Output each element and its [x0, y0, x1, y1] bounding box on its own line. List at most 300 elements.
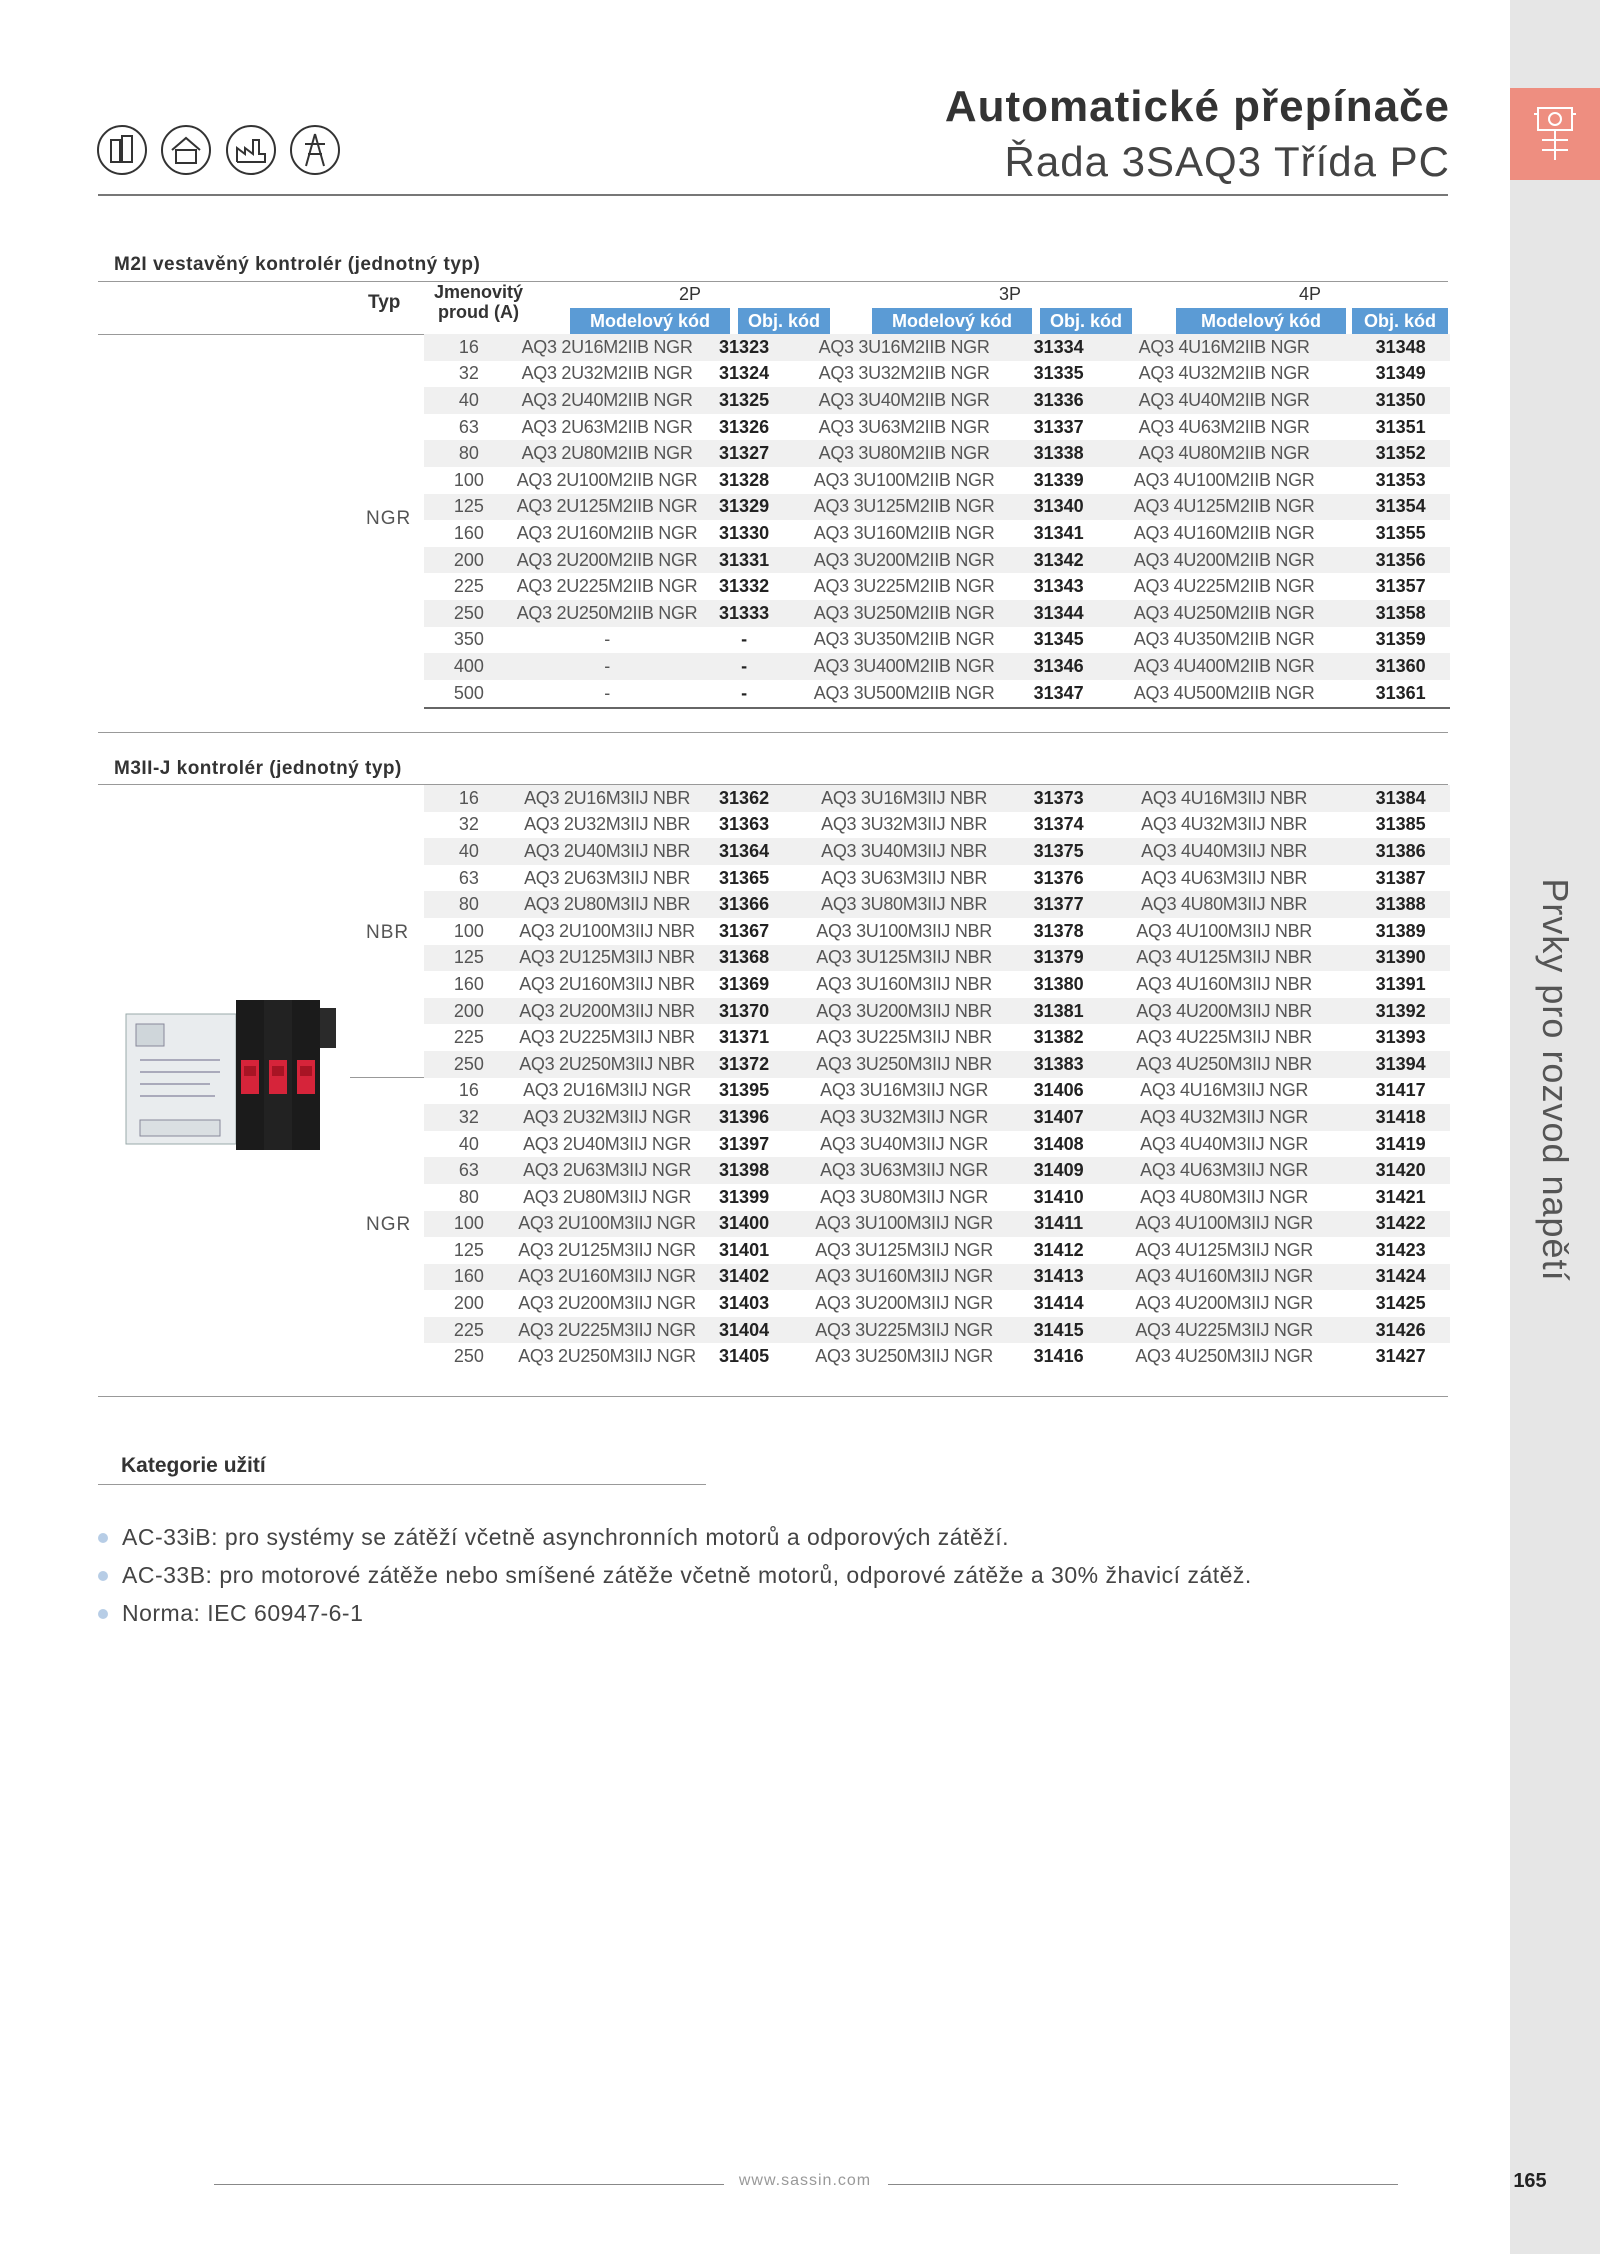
cell-obj-4p: 31354: [1351, 494, 1450, 521]
cell-model-3p: AQ3 3U200M2IIB NGR: [788, 547, 1020, 574]
cell-model-2p: AQ3 2U63M3IIJ NGR: [514, 1157, 700, 1184]
table-row: [424, 971, 1450, 998]
categories-title: Kategorie užití: [121, 1454, 266, 1477]
table-row: [424, 1343, 1450, 1370]
table-row: [424, 945, 1450, 972]
col-typ-label: Typ: [368, 292, 401, 313]
cell-model-4p: AQ3 4U160M2IIB NGR: [1133, 522, 1315, 543]
cell-current: 250: [424, 1051, 514, 1078]
cell-model-3p: AQ3 3U63M2IIB NGR: [818, 416, 990, 437]
cell-obj-3p: 31406: [1033, 1080, 1084, 1101]
cell-model-3p: AQ3 3U200M3IIJ NGR: [815, 1293, 993, 1314]
cell-obj-4p: 31352: [1351, 440, 1450, 467]
cell-model-4p: AQ3 4U125M2IIB NGR: [1097, 494, 1351, 521]
cell-model-4p: AQ3 4U32M3IIJ NGR: [1097, 1104, 1351, 1131]
bullet-icon: [98, 1571, 108, 1581]
cell-model-3p: AQ3 3U32M2IIB NGR: [818, 363, 990, 384]
cell-obj-2p: 31404: [700, 1317, 788, 1344]
cell-obj-3p: 31343: [1033, 576, 1084, 597]
cell-model-3p: AQ3 3U225M3IIJ NGR: [788, 1317, 1020, 1344]
cell-obj-3p: 31342: [1020, 547, 1097, 574]
section1-type-ngr: NGR: [366, 508, 412, 529]
cell-model-3p: AQ3 3U100M2IIB NGR: [813, 469, 995, 490]
cell-current: 100: [453, 920, 484, 941]
cell-obj-2p: -: [741, 682, 748, 703]
col-model-2p: Modelový kód: [570, 308, 730, 334]
categories-list: [98, 1518, 1252, 1632]
col-model-4p: Modelový kód: [1176, 308, 1346, 334]
cell-model-2p: AQ3 2U250M3IIJ NBR: [514, 1051, 700, 1078]
cell-model-2p: AQ3 2U200M2IIB NGR: [514, 547, 700, 574]
cell-model-3p: AQ3 3U80M2IIB NGR: [788, 440, 1020, 467]
cell-model-4p: AQ3 4U80M3IIJ NGR: [1140, 1186, 1309, 1207]
table-row: [424, 1104, 1450, 1131]
cell-obj-2p: 31329: [700, 494, 788, 521]
cell-model-4p: AQ3 4U125M3IIJ NGR: [1135, 1239, 1313, 1260]
cell-current: 16: [424, 334, 514, 361]
cell-model-3p: AQ3 3U40M3IIJ NGR: [820, 1133, 989, 1154]
section1-table: [424, 334, 1450, 706]
table-row: [424, 918, 1450, 945]
cell-obj-3p: 31374: [1033, 814, 1084, 835]
cell-obj-4p: 31358: [1351, 600, 1450, 627]
section2-table: [424, 785, 1450, 1370]
cell-model-2p: AQ3 2U63M2IIB NGR: [521, 416, 693, 437]
cell-model-4p: AQ3 4U40M3IIJ NBR: [1097, 838, 1351, 865]
cell-model-4p: AQ3 4U225M2IIB NGR: [1133, 576, 1315, 597]
cell-obj-4p: 31355: [1375, 522, 1426, 543]
cell-model-2p: AQ3 2U250M2IIB NGR: [514, 600, 700, 627]
cell-obj-3p: 31408: [1033, 1133, 1084, 1154]
cell-model-2p: AQ3 2U40M3IIJ NBR: [514, 838, 700, 865]
cell-current: 125: [424, 494, 514, 521]
cell-current: 32: [424, 1104, 514, 1131]
cell-obj-2p: 31401: [719, 1239, 770, 1260]
cell-model-2p: -: [604, 682, 610, 703]
cell-model-2p: AQ3 2U160M3IIJ NBR: [519, 973, 695, 994]
group-3p: 3P: [998, 284, 1022, 304]
cell-model-4p: AQ3 4U400M2IIB NGR: [1097, 653, 1351, 680]
cell-current: 100: [424, 1211, 514, 1238]
cell-obj-4p: 31427: [1375, 1346, 1426, 1367]
cell-model-4p: AQ3 4U100M3IIJ NBR: [1136, 920, 1312, 941]
cell-current: 80: [424, 440, 514, 467]
cell-obj-2p: 31400: [700, 1211, 788, 1238]
cell-current: 200: [424, 998, 514, 1025]
section2-title: M3II-J kontrolér (jednotný typ): [114, 758, 402, 779]
cell-model-4p: AQ3 4U16M3IIJ NBR: [1097, 785, 1351, 812]
cell-model-3p: AQ3 3U16M3IIJ NBR: [788, 785, 1020, 812]
cell-obj-4p: 31424: [1351, 1264, 1450, 1291]
cell-model-3p: AQ3 3U225M2IIB NGR: [813, 576, 995, 597]
table-row: [424, 865, 1450, 892]
cell-obj-3p: 31382: [1033, 1027, 1084, 1048]
cell-obj-4p: 31388: [1351, 891, 1450, 918]
cell-obj-3p: 31407: [1020, 1104, 1097, 1131]
circuit-icon: [1532, 100, 1578, 166]
list-item: [98, 1556, 1252, 1594]
cell-obj-2p: 31397: [719, 1133, 770, 1154]
cell-model-2p: AQ3 2U16M3IIJ NBR: [514, 785, 700, 812]
cell-model-3p: AQ3 3U40M3IIJ NBR: [788, 838, 1020, 865]
cell-current: 63: [458, 416, 479, 437]
cell-obj-2p: 31325: [700, 387, 788, 414]
cell-current: 16: [458, 1080, 479, 1101]
table-row: [424, 547, 1450, 574]
table-row: [424, 891, 1450, 918]
cell-current: 80: [424, 891, 514, 918]
cell-obj-3p: 31344: [1020, 600, 1097, 627]
cell-model-4p: AQ3 4U63M3IIJ NGR: [1097, 1157, 1351, 1184]
table-row: [424, 785, 1450, 812]
cell-model-3p: AQ3 3U160M3IIJ NBR: [816, 973, 992, 994]
cell-obj-2p: 31372: [700, 1051, 788, 1078]
cell-obj-3p: 31415: [1020, 1317, 1097, 1344]
categories-rule: [98, 1484, 706, 1485]
col-obj-2p: Obj. kód: [738, 308, 830, 334]
cell-model-3p: AQ3 3U125M3IIJ NBR: [788, 945, 1020, 972]
cell-model-2p: AQ3 2U40M2IIB NGR: [514, 387, 700, 414]
cell-model-3p: AQ3 3U160M2IIB NGR: [813, 522, 995, 543]
cell-obj-3p: 31409: [1020, 1157, 1097, 1184]
cell-current: 32: [458, 363, 479, 384]
cell-obj-2p: 31370: [700, 998, 788, 1025]
cell-model-3p: AQ3 3U125M3IIJ NGR: [815, 1239, 993, 1260]
cell-model-3p: AQ3 3U500M2IIB NGR: [813, 682, 995, 703]
table-row: [424, 1131, 1450, 1158]
section1-top-rule: [98, 281, 1448, 282]
cell-obj-3p: 31413: [1020, 1264, 1097, 1291]
table-row: [424, 653, 1450, 680]
cell-obj-2p: 31327: [700, 440, 788, 467]
cell-model-4p: AQ3 4U63M2IIB NGR: [1138, 416, 1310, 437]
cell-current: 500: [453, 682, 484, 703]
cell-model-2p: AQ3 2U32M3IIJ NGR: [514, 1104, 700, 1131]
cell-model-3p: AQ3 3U160M3IIJ NGR: [788, 1264, 1020, 1291]
cell-model-4p: AQ3 4U225M3IIJ NGR: [1097, 1317, 1351, 1344]
table-row: [424, 600, 1450, 627]
cell-model-2p: AQ3 2U160M2IIB NGR: [516, 522, 698, 543]
table-row: [424, 414, 1450, 441]
cell-obj-3p: 31346: [1020, 653, 1097, 680]
table-row: [424, 440, 1450, 467]
cell-model-3p: AQ3 3U250M3IIJ NGR: [815, 1346, 993, 1367]
cell-model-4p: AQ3 4U80M3IIJ NBR: [1097, 891, 1351, 918]
cell-model-2p: AQ3 2U32M3IIJ NBR: [524, 814, 691, 835]
cell-current: 32: [458, 814, 479, 835]
section2-bottom-rule: [98, 1396, 1448, 1397]
cell-obj-2p: 31333: [700, 600, 788, 627]
footer-url[interactable]: www.sassin.com: [738, 2172, 872, 2189]
cell-obj-2p: 31396: [700, 1104, 788, 1131]
cell-obj-4p: 31423: [1375, 1239, 1426, 1260]
cell-obj-4p: 31417: [1375, 1080, 1426, 1101]
cell-current: 160: [453, 522, 484, 543]
cell-model-4p: AQ3 4U16M3IIJ NGR: [1140, 1080, 1309, 1101]
cell-model-2p: AQ3 2U225M3IIJ NBR: [519, 1027, 695, 1048]
cell-model-3p: AQ3 3U80M3IIJ NGR: [820, 1186, 989, 1207]
cell-current: 250: [424, 600, 514, 627]
table-row: [424, 680, 1450, 707]
cell-model-4p: AQ3 4U250M3IIJ NGR: [1135, 1346, 1313, 1367]
cell-obj-2p: 31324: [719, 363, 770, 384]
cell-obj-2p: -: [741, 629, 748, 650]
list-item-text: Norma: IEC 60947-6-1: [122, 1600, 364, 1626]
cell-obj-4p: 31360: [1351, 653, 1450, 680]
cell-obj-2p: 31395: [719, 1080, 770, 1101]
table-row: [424, 387, 1450, 414]
cell-model-2p: AQ3 2U200M3IIJ NGR: [518, 1293, 696, 1314]
cell-obj-2p: 31328: [719, 469, 770, 490]
cell-model-4p: AQ3 4U32M2IIB NGR: [1138, 363, 1310, 384]
cell-obj-3p: 31337: [1033, 416, 1084, 437]
cell-model-3p: AQ3 3U250M2IIB NGR: [788, 600, 1020, 627]
cell-obj-2p: 31363: [719, 814, 770, 835]
cell-obj-4p: 31392: [1351, 998, 1450, 1025]
cell-current: 160: [453, 973, 484, 994]
cell-model-3p: AQ3 3U32M3IIJ NGR: [788, 1104, 1020, 1131]
cell-current: 40: [424, 387, 514, 414]
cell-current: 400: [424, 653, 514, 680]
table-row: [424, 361, 1450, 388]
cell-obj-2p: 31332: [719, 576, 770, 597]
cell-obj-4p: 31384: [1351, 785, 1450, 812]
cell-obj-3p: 31383: [1020, 1051, 1097, 1078]
cell-obj-4p: 31385: [1375, 814, 1426, 835]
cell-obj-3p: 31338: [1020, 440, 1097, 467]
cell-obj-4p: 31357: [1375, 576, 1426, 597]
cell-obj-4p: 31394: [1351, 1051, 1450, 1078]
cell-obj-3p: 31416: [1033, 1346, 1084, 1367]
table-row: [424, 520, 1450, 547]
cell-obj-3p: 31376: [1033, 867, 1084, 888]
cell-obj-3p: 31334: [1020, 334, 1097, 361]
cell-obj-3p: 31411: [1020, 1211, 1097, 1238]
product-photo: [120, 990, 340, 1160]
header-divider: [98, 194, 1448, 196]
cell-model-4p: AQ3 4U250M2IIB NGR: [1097, 600, 1351, 627]
cell-obj-2p: 31365: [719, 867, 770, 888]
table-row: [424, 573, 1450, 600]
table-row: [424, 494, 1450, 521]
cell-model-3p: AQ3 3U225M3IIJ NBR: [816, 1027, 992, 1048]
sidebar-vertical-text: Prvky pro rozvod napětí: [1535, 878, 1576, 1282]
cell-obj-3p: 31347: [1033, 682, 1084, 703]
cell-model-2p: AQ3 2U80M2IIB NGR: [514, 440, 700, 467]
cell-current: 225: [453, 1027, 484, 1048]
cell-current: 63: [424, 1157, 514, 1184]
list-item-text: AC-33iB: pro systémy se zátěží včetně asynchronních motorů a odporových zátěží.: [122, 1524, 1010, 1550]
cell-model-4p: AQ3 4U160M3IIJ NGR: [1097, 1264, 1351, 1291]
cell-obj-4p: 31386: [1351, 838, 1450, 865]
cell-obj-3p: 31414: [1033, 1293, 1084, 1314]
cell-current: 200: [424, 547, 514, 574]
cell-obj-2p: 31403: [719, 1293, 770, 1314]
cell-obj-3p: 31345: [1033, 629, 1084, 650]
group-4p: 4P: [1298, 284, 1322, 304]
cell-obj-2p: 31367: [719, 920, 770, 941]
cell-current: 16: [424, 785, 514, 812]
cell-model-4p: AQ3 4U63M3IIJ NBR: [1141, 867, 1308, 888]
cell-model-2p: -: [604, 629, 610, 650]
cell-model-4p: AQ3 4U40M3IIJ NGR: [1140, 1133, 1309, 1154]
cell-obj-3p: 31377: [1020, 891, 1097, 918]
cell-obj-3p: 31340: [1020, 494, 1097, 521]
cell-obj-3p: 31339: [1033, 469, 1084, 490]
cell-obj-4p: 31422: [1351, 1211, 1450, 1238]
cell-current: 125: [424, 945, 514, 972]
cell-model-2p: AQ3 2U125M3IIJ NGR: [518, 1239, 696, 1260]
cell-obj-2p: 31366: [700, 891, 788, 918]
cell-current: 125: [453, 1239, 484, 1260]
section1-bottom-rule: [98, 732, 1448, 733]
cell-obj-3p: 31380: [1033, 973, 1084, 994]
cell-obj-2p: 31402: [700, 1264, 788, 1291]
cell-obj-2p: 31330: [719, 522, 770, 543]
table-row: [424, 1211, 1450, 1238]
cell-model-4p: AQ3 4U250M3IIJ NBR: [1097, 1051, 1351, 1078]
cell-obj-4p: 31418: [1351, 1104, 1450, 1131]
table-row: [424, 467, 1450, 494]
cell-current: 160: [424, 1264, 514, 1291]
cell-obj-4p: 31390: [1351, 945, 1450, 972]
cell-obj-4p: 31350: [1351, 387, 1450, 414]
cell-obj-4p: 31351: [1375, 416, 1426, 437]
cell-obj-4p: 31421: [1375, 1186, 1426, 1207]
cell-model-4p: AQ3 4U160M3IIJ NBR: [1136, 973, 1312, 994]
building-icon: [96, 124, 148, 176]
footer-rule-right: [888, 2184, 1398, 2185]
cell-model-3p: AQ3 3U16M2IIB NGR: [788, 334, 1020, 361]
col-current-label: [434, 282, 523, 322]
cell-model-2p: AQ3 2U100M3IIJ NBR: [519, 920, 695, 941]
tower-icon: [289, 124, 341, 176]
cell-model-4p: AQ3 4U200M3IIJ NBR: [1097, 998, 1351, 1025]
table-row: [424, 998, 1450, 1025]
cell-current: 225: [453, 576, 484, 597]
cell-model-2p: AQ3 2U160M3IIJ NGR: [514, 1264, 700, 1291]
cell-model-3p: AQ3 3U63M3IIJ NBR: [821, 867, 988, 888]
cell-model-3p: AQ3 3U250M3IIJ NBR: [788, 1051, 1020, 1078]
table-row: [424, 1051, 1450, 1078]
table-row: [424, 838, 1450, 865]
cell-model-3p: AQ3 3U100M3IIJ NGR: [788, 1211, 1020, 1238]
cell-obj-2p: 31362: [700, 785, 788, 812]
cell-model-2p: AQ3 2U80M3IIJ NBR: [514, 891, 700, 918]
cell-obj-4p: 31356: [1351, 547, 1450, 574]
list-item: [98, 1518, 1252, 1556]
cell-model-4p: AQ3 4U40M2IIB NGR: [1097, 387, 1351, 414]
col-obj-3p: Obj. kód: [1040, 308, 1132, 334]
cell-obj-4p: 31348: [1351, 334, 1450, 361]
cell-obj-2p: 31399: [719, 1186, 770, 1207]
cell-obj-4p: 31359: [1375, 629, 1426, 650]
cell-model-4p: AQ3 4U200M3IIJ NGR: [1135, 1293, 1313, 1314]
section2-type-nbr: NBR: [366, 922, 410, 943]
cell-obj-2p: 31371: [719, 1027, 770, 1048]
cell-current: 225: [424, 1317, 514, 1344]
cell-model-3p: AQ3 3U100M3IIJ NBR: [816, 920, 992, 941]
sidebar-badge: [1510, 88, 1600, 180]
section1-title: M2I vestavěný kontrolér (jednotný typ): [114, 254, 481, 275]
cell-current: 63: [458, 867, 479, 888]
table-row: [424, 1264, 1450, 1291]
group-2p: 2P: [678, 284, 702, 304]
footer-rule-left: [214, 2184, 724, 2185]
page-title: Automatické přepínače: [944, 82, 1450, 131]
cell-model-2p: -: [514, 653, 700, 680]
cell-model-4p: AQ3 4U200M2IIB NGR: [1097, 547, 1351, 574]
col-current-line1: Jmenovitý: [434, 282, 524, 302]
col-current-line2: proud (A): [438, 302, 520, 322]
cell-current: 40: [458, 1133, 479, 1154]
section2-type-ngr: NGR: [366, 1214, 412, 1235]
section1-table-bottom: [424, 707, 1450, 709]
cell-obj-4p: 31426: [1351, 1317, 1450, 1344]
table-row: [424, 334, 1450, 361]
cell-model-4p: AQ3 4U100M2IIB NGR: [1133, 469, 1315, 490]
section1-table-body: [424, 334, 1450, 706]
cell-obj-2p: 31398: [700, 1157, 788, 1184]
cell-obj-2p: 31368: [700, 945, 788, 972]
cell-model-4p: AQ3 4U32M3IIJ NBR: [1141, 814, 1308, 835]
section2-group-divider: [350, 1077, 424, 1078]
cell-model-3p: AQ3 3U40M2IIB NGR: [788, 387, 1020, 414]
cell-current: 200: [453, 1293, 484, 1314]
cell-obj-3p: 31412: [1033, 1239, 1084, 1260]
col-obj-4p: Obj. kód: [1352, 308, 1448, 334]
list-item-text: AC-33B: pro motorové zátěže nebo smíšené zátěže včetně motorů, odporové zátěže a 30% žhavicí zátěž.: [122, 1562, 1252, 1588]
cell-obj-3p: 31378: [1033, 920, 1084, 941]
cell-obj-4p: 31425: [1375, 1293, 1426, 1314]
cell-obj-4p: 31389: [1375, 920, 1426, 941]
table-row: [424, 1290, 1450, 1317]
table-row: [424, 812, 1450, 839]
cell-model-4p: AQ3 4U16M2IIB NGR: [1097, 334, 1351, 361]
page-subtitle: Řada 3SAQ3 Třída PC: [1004, 138, 1450, 185]
cell-model-2p: AQ3 2U32M2IIB NGR: [521, 363, 693, 384]
cell-current: 250: [453, 1346, 484, 1367]
cell-model-4p: AQ3 4U500M2IIB NGR: [1133, 682, 1315, 703]
cell-model-3p: AQ3 3U200M3IIJ NBR: [788, 998, 1020, 1025]
cell-model-2p: AQ3 2U100M2IIB NGR: [516, 469, 698, 490]
cell-model-2p: AQ3 2U225M3IIJ NGR: [514, 1317, 700, 1344]
cell-obj-2p: 31364: [700, 838, 788, 865]
cell-obj-3p: 31373: [1020, 785, 1097, 812]
cell-obj-4p: 31419: [1375, 1133, 1426, 1154]
cell-model-4p: AQ3 4U225M3IIJ NBR: [1136, 1027, 1312, 1048]
cell-obj-3p: 31336: [1020, 387, 1097, 414]
cell-model-3p: AQ3 3U400M2IIB NGR: [788, 653, 1020, 680]
cell-model-4p: AQ3 4U125M3IIJ NBR: [1097, 945, 1351, 972]
cell-model-3p: AQ3 3U32M3IIJ NBR: [821, 814, 988, 835]
cell-obj-2p: 31369: [719, 973, 770, 994]
cell-obj-4p: 31353: [1375, 469, 1426, 490]
cell-obj-4p: 31361: [1375, 682, 1426, 703]
cell-model-2p: AQ3 2U225M2IIB NGR: [516, 576, 698, 597]
cell-obj-2p: 31331: [700, 547, 788, 574]
cell-model-4p: AQ3 4U80M2IIB NGR: [1097, 440, 1351, 467]
cell-model-2p: AQ3 2U250M3IIJ NGR: [518, 1346, 696, 1367]
cell-obj-3p: 31375: [1020, 838, 1097, 865]
cell-model-3p: AQ3 3U125M2IIB NGR: [788, 494, 1020, 521]
cell-obj-4p: 31420: [1351, 1157, 1450, 1184]
table-row: [424, 1237, 1450, 1264]
cell-model-3p: AQ3 3U80M3IIJ NBR: [788, 891, 1020, 918]
cell-obj-2p: 31326: [719, 416, 770, 437]
cell-obj-2p: -: [700, 653, 788, 680]
cell-model-3p: AQ3 3U16M3IIJ NGR: [820, 1080, 989, 1101]
